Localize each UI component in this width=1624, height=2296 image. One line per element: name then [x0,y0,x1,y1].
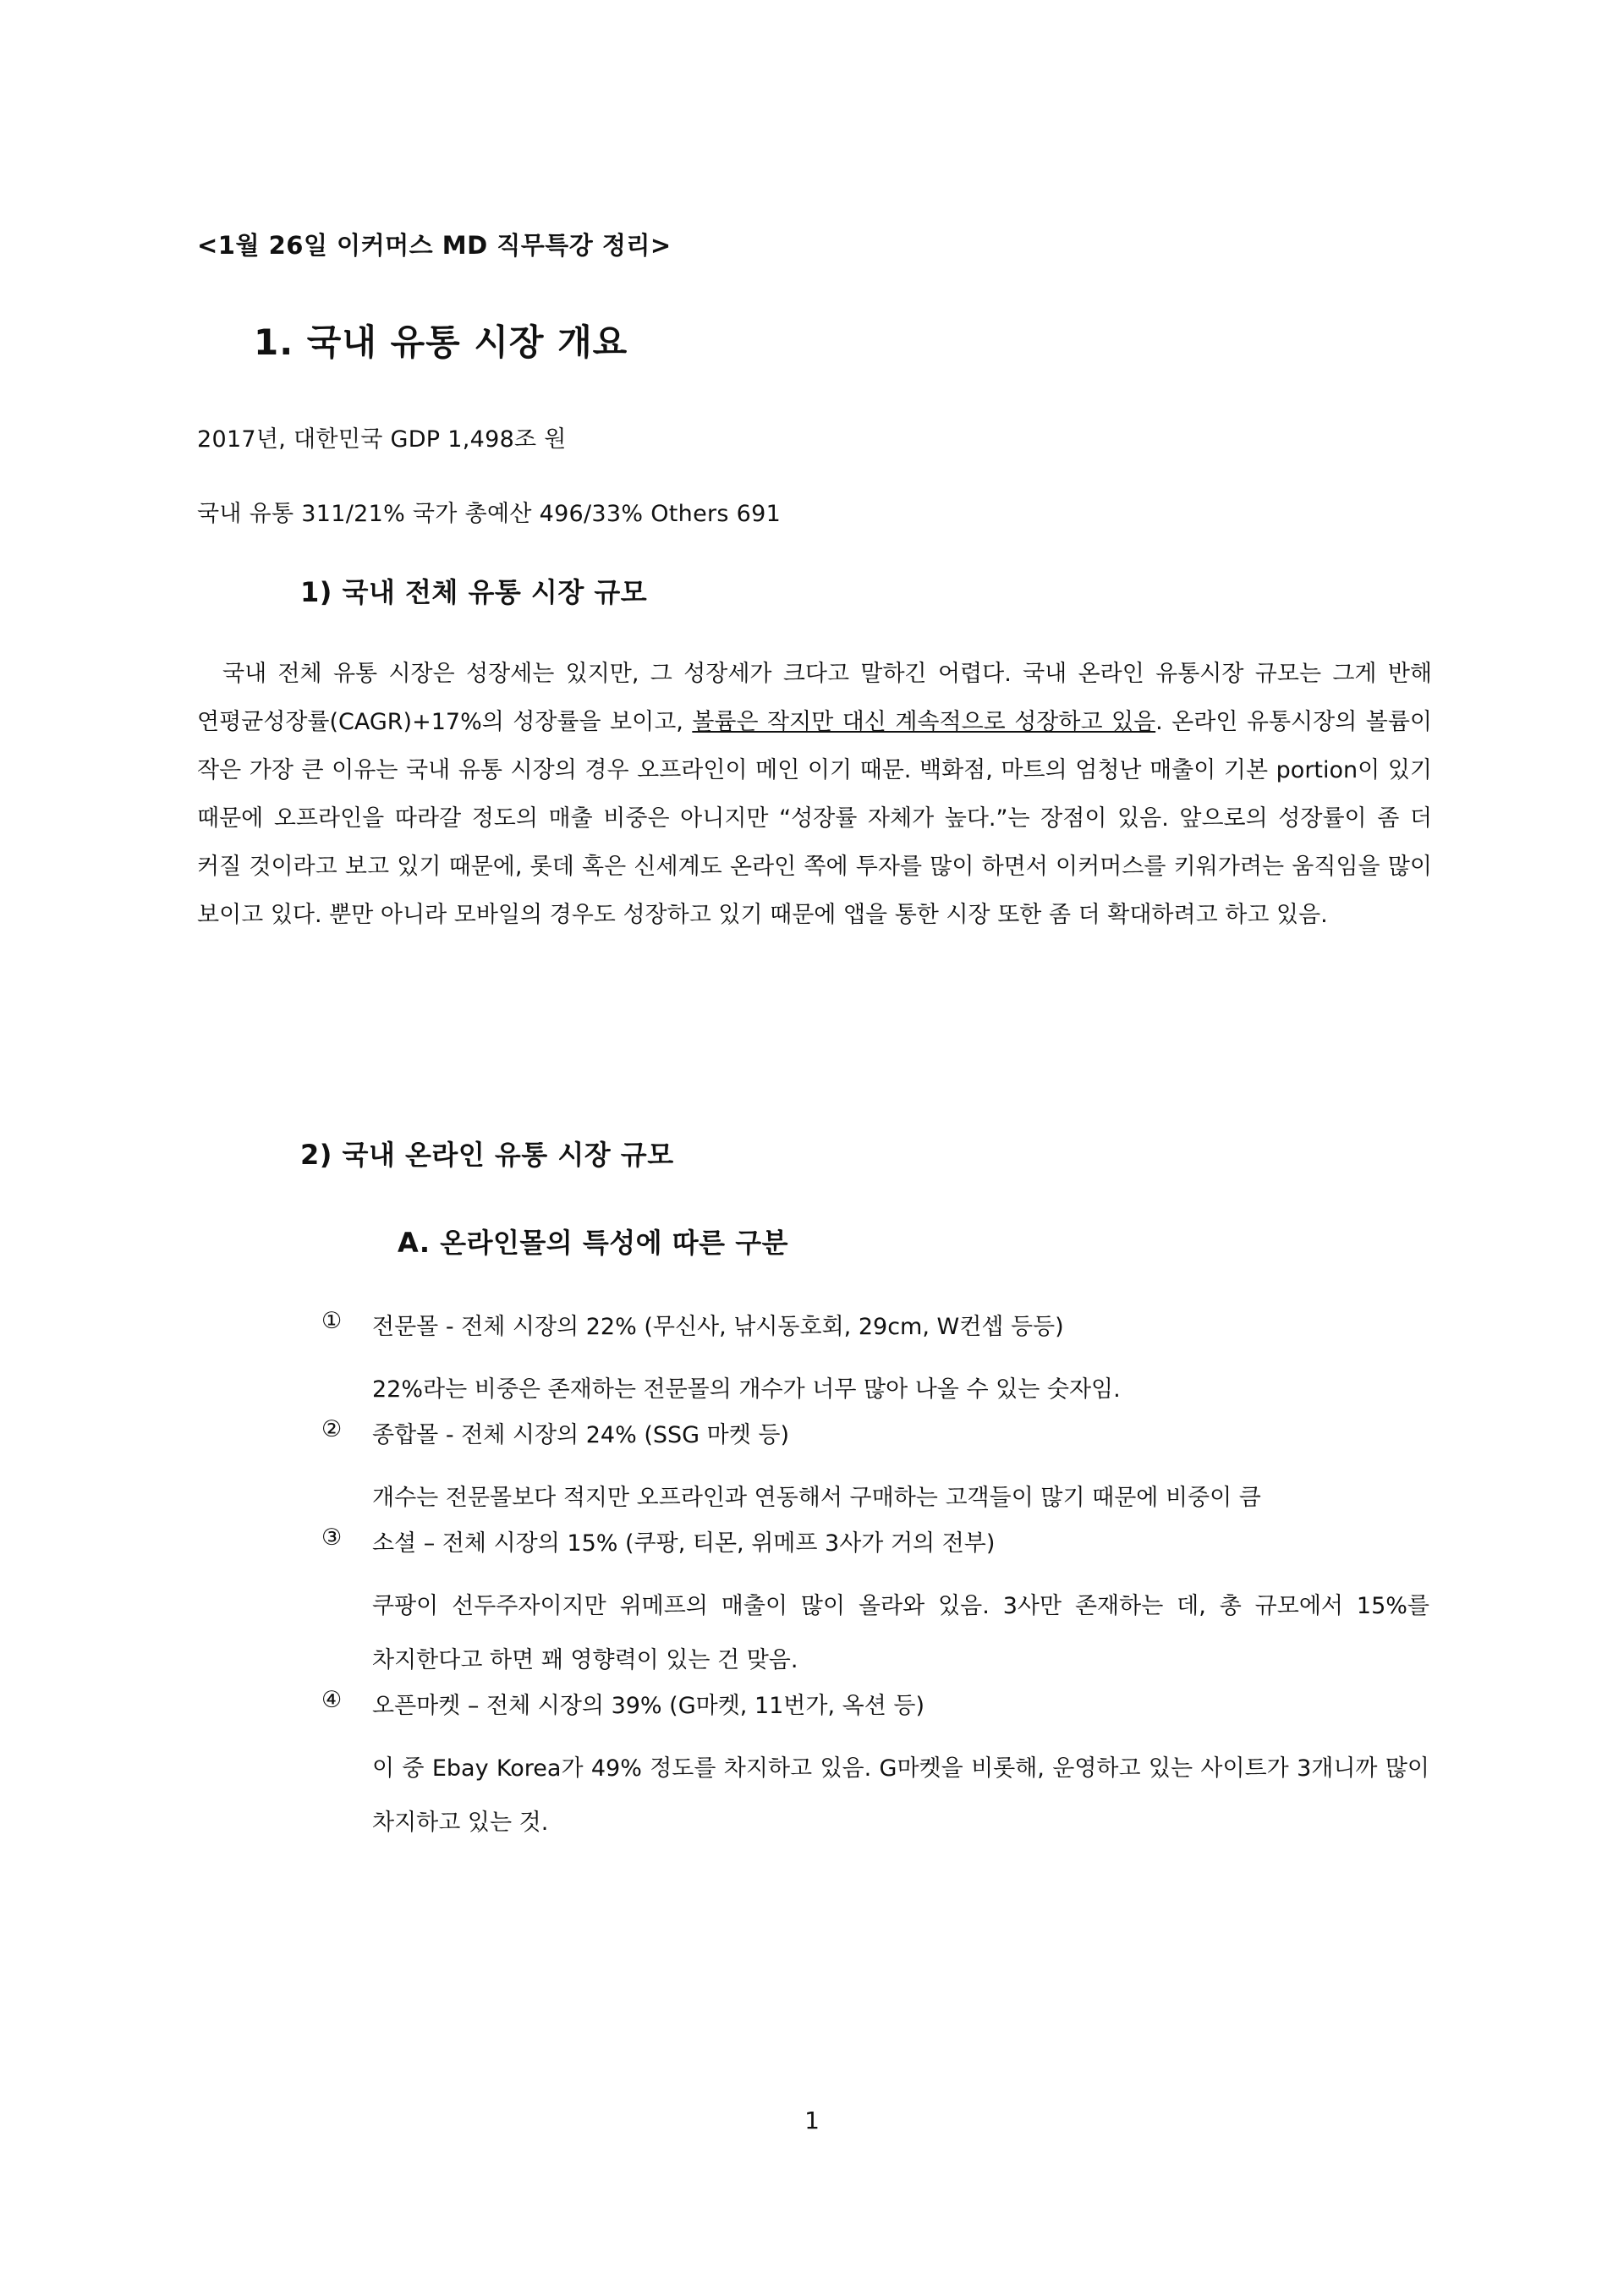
paragraph-underlined-text: 볼륨은 작지만 대신 계속적으로 성장하고 있음 [692,709,1156,735]
subsection-heading-2a: A. 온라인몰의 특성에 따른 구분 [398,1227,789,1259]
list-item-description: 쿠팡이 선두주자이지만 위메프의 매출이 많이 올라와 있음. 3사만 존재하는 데, 총 규모에서 15%를 차지한다고 하면 꽤 영향력이 있는 건 맞음. [372,1593,1429,1673]
budget-line: 국내 유통 311/21% 국가 총예산 496/33% Others 691 [197,501,782,527]
document-title: <1월 26일 이커머스 MD 직무특강 정리> [197,231,672,260]
gdp-line: 2017년, 대한민국 GDP 1,498조 원 [197,426,567,453]
list-item-marker: ① [321,1308,343,1334]
subsection-heading-2: 2) 국내 온라인 유통 시장 규모 [300,1139,674,1171]
list-item-description: 개수는 전문몰보다 적지만 오프라인과 연동해서 구매하는 고객들이 많기 때문에 비중이 큼 [372,1485,1261,1511]
list-item-heading: 전문몰 - 전체 시장의 22% (무신사, 낚시동호회, 29cm, W컨셉 등등) [372,1314,1064,1340]
market-size-paragraph [197,650,1432,939]
list-item-marker: ③ [321,1524,343,1551]
section-heading-1: 1. 국내 유통 시장 개요 [254,321,628,363]
list-item-description: 이 중 Ebay Korea가 49% 정도를 차지하고 있음. G마켓을 비롯해, 운영하고 있는 사이트가 3개니까 많이 차지하고 있는 것. [372,1755,1429,1836]
list-item-heading: 종합몰 - 전체 시장의 24% (SSG 마켓 등) [372,1422,790,1448]
paragraph-text-part2: . 온라인 유통시장의 볼륨이 작은 가장 큰 이유는 국내 유통 시장의 경우 오프라인이 메인 이기 때문. 백화점, 마트의 엄청난 매출이 기본 portion이 있기 때문에 오프라인을 따라갈 정도의 매출 비중은 아니지만 “성장률 자체가 높다.”는 장점이 있음. 앞으로의 성장률이 좀 더 커질 것이라고 보고 있기 때문에, 롯데 혹은 신세계도 온라인 쪽에 투자를 많이 하면서 이커머스를 키워가려는 움직임을 많이 보이고 있다. 뿐만 아니라 모바일의 경우도 성장하고 있기 때문에 앱을 통한 시장 또한 좀 더 확대하려고 하고 있음. [197,709,1432,928]
subsection-heading-1: 1) 국내 전체 유통 시장 규모 [300,576,648,608]
list-item-description: 22%라는 비중은 존재하는 전문몰의 개수가 너무 많아 나올 수 있는 숫자임. [372,1376,1121,1403]
list-item-marker: ② [321,1416,343,1442]
list-item-heading: 오픈마켓 – 전체 시장의 39% (G마켓, 11번가, 옥션 등) [372,1693,924,1719]
list-item-marker: ④ [321,1687,343,1713]
paragraph-text-part1: 국내 전체 유통 시장은 성장세는 있지만, 그 성장세가 크다고 말하긴 어렵다. 국내 온라인 유통시장 규모는 그게 반해 연평균성장률(CAGR)+17%의 성장률을 보이고, [197,661,1432,735]
list-item-heading: 소셜 – 전체 시장의 15% (쿠팡, 티몬, 위메프 3사가 거의 전부) [372,1530,996,1557]
page-number: 1 [804,2106,820,2134]
